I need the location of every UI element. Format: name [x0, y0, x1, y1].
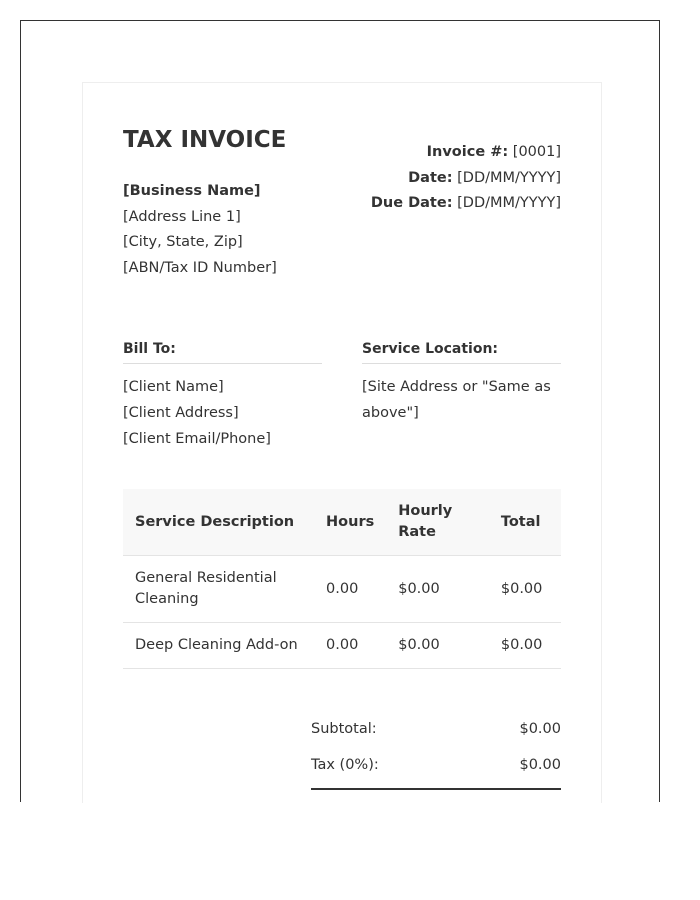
totals-divider	[311, 788, 561, 790]
service-location-heading: Service Location:	[362, 339, 561, 364]
invoice-card	[82, 82, 602, 803]
row-total: $0.00	[489, 623, 561, 669]
due-date-row	[371, 191, 561, 217]
subtotal-label: Subtotal:	[311, 721, 377, 737]
header-rate: Hourly Rate	[386, 489, 489, 556]
client-address: [Client Address]	[123, 405, 239, 421]
tax-row	[311, 752, 561, 788]
service-location-value: [Site Address or "Same as above"]	[362, 379, 551, 421]
invoice-date-row	[371, 166, 561, 192]
invoice-date-value: [DD/MM/YYYY]	[452, 169, 561, 186]
service-location-section	[362, 339, 561, 426]
invoice-date-label: Date:	[408, 169, 453, 186]
client-name: [Client Name]	[123, 379, 224, 395]
row-description: General Residential Cleaning	[123, 556, 314, 623]
client-contact: [Client Email/Phone]	[123, 431, 271, 447]
subtotal-row	[311, 716, 561, 752]
row-rate: $0.00	[386, 623, 489, 669]
invoice-number-row	[371, 140, 561, 166]
invoice-number-label: Invoice #:	[426, 144, 509, 160]
business-name: [Business Name]	[123, 183, 261, 199]
business-abn: [ABN/Tax ID Number]	[123, 260, 277, 277]
table-row	[123, 556, 561, 623]
invoice-number-value: [0001]	[508, 144, 561, 160]
invoice-meta	[371, 140, 561, 217]
tax-value: $0.00	[519, 757, 561, 773]
bill-to-heading: Bill To:	[123, 339, 322, 364]
due-date-value: [DD/MM/YYYY]	[452, 195, 561, 212]
row-hours: 0.00	[314, 556, 386, 623]
business-details	[123, 179, 277, 282]
totals-section	[311, 716, 561, 790]
row-total: $0.00	[489, 556, 561, 623]
document-page	[20, 20, 660, 802]
header-total: Total	[489, 489, 561, 556]
row-rate: $0.00	[386, 556, 489, 623]
business-city-state-zip: [City, State, Zip]	[123, 234, 243, 251]
service-location-body	[362, 374, 561, 426]
header-hours: Hours	[314, 489, 386, 556]
row-description: Deep Cleaning Add-on	[123, 623, 314, 669]
bill-to-body	[123, 374, 322, 452]
line-items-table	[123, 489, 561, 669]
tax-label: Tax (0%):	[311, 757, 379, 773]
subtotal-value: $0.00	[519, 721, 561, 737]
bill-to-section	[123, 339, 322, 452]
row-hours: 0.00	[314, 623, 386, 669]
header-description: Service Description	[123, 489, 314, 556]
table-row	[123, 623, 561, 669]
table-header-row	[123, 489, 561, 556]
business-address-line-1: [Address Line 1]	[123, 208, 241, 225]
invoice-title: TAX INVOICE	[123, 127, 287, 153]
due-date-label: Due Date:	[370, 195, 453, 212]
